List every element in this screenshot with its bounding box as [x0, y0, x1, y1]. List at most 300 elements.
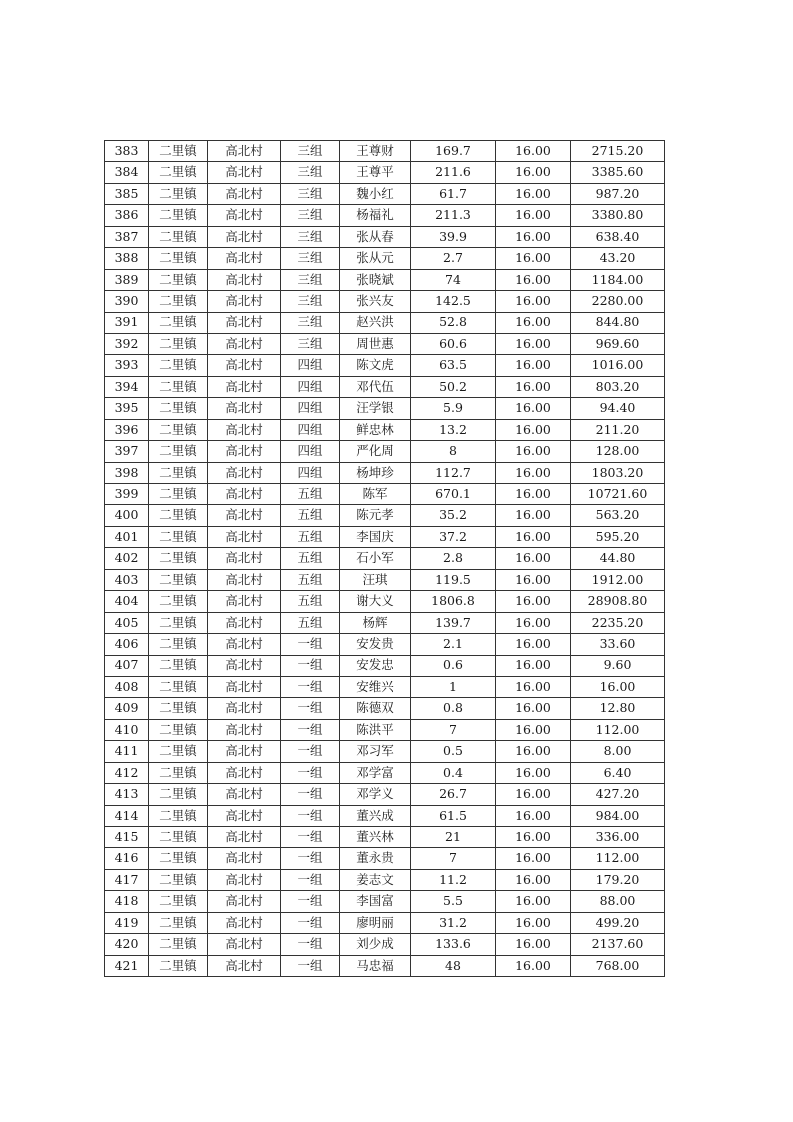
- village-cell: 高北村: [208, 762, 281, 783]
- town-cell: 二里镇: [149, 269, 208, 290]
- row-number-cell: 407: [105, 655, 149, 676]
- row-number-cell: 416: [105, 848, 149, 869]
- town-cell: 二里镇: [149, 398, 208, 419]
- village-cell: 高北村: [208, 784, 281, 805]
- area-cell: 670.1: [411, 484, 496, 505]
- village-cell: 高北村: [208, 312, 281, 333]
- town-cell: 二里镇: [149, 655, 208, 676]
- town-cell: 二里镇: [149, 827, 208, 848]
- area-cell: 0.8: [411, 698, 496, 719]
- village-cell: 高北村: [208, 484, 281, 505]
- area-cell: 13.2: [411, 419, 496, 440]
- group-cell: 三组: [281, 248, 340, 269]
- group-cell: 四组: [281, 376, 340, 397]
- name-cell: 鲜忠林: [340, 419, 411, 440]
- amount-cell: 803.20: [571, 376, 665, 397]
- group-cell: 三组: [281, 183, 340, 204]
- row-number-cell: 387: [105, 226, 149, 247]
- town-cell: 二里镇: [149, 205, 208, 226]
- amount-cell: 499.20: [571, 912, 665, 933]
- row-number-cell: 392: [105, 333, 149, 354]
- group-cell: 一组: [281, 891, 340, 912]
- amount-cell: 336.00: [571, 827, 665, 848]
- amount-cell: 969.60: [571, 333, 665, 354]
- amount-cell: 6.40: [571, 762, 665, 783]
- row-number-cell: 402: [105, 548, 149, 569]
- area-cell: 60.6: [411, 333, 496, 354]
- row-number-cell: 397: [105, 441, 149, 462]
- town-cell: 二里镇: [149, 141, 208, 162]
- table-row: [105, 205, 665, 226]
- row-number-cell: 415: [105, 827, 149, 848]
- name-cell: 陈元孝: [340, 505, 411, 526]
- table-row: [105, 269, 665, 290]
- area-cell: 50.2: [411, 376, 496, 397]
- group-cell: 四组: [281, 419, 340, 440]
- amount-cell: 2137.60: [571, 934, 665, 955]
- amount-cell: 33.60: [571, 634, 665, 655]
- village-cell: 高北村: [208, 398, 281, 419]
- name-cell: 廖明丽: [340, 912, 411, 933]
- table-row: [105, 376, 665, 397]
- name-cell: 赵兴洪: [340, 312, 411, 333]
- unit-price-cell: 16.00: [496, 333, 571, 354]
- unit-price-cell: 16.00: [496, 226, 571, 247]
- village-cell: 高北村: [208, 462, 281, 483]
- area-cell: 211.3: [411, 205, 496, 226]
- village-cell: 高北村: [208, 269, 281, 290]
- table-row: [105, 762, 665, 783]
- unit-price-cell: 16.00: [496, 591, 571, 612]
- unit-price-cell: 16.00: [496, 805, 571, 826]
- row-number-cell: 399: [105, 484, 149, 505]
- village-cell: 高北村: [208, 441, 281, 462]
- group-cell: 一组: [281, 698, 340, 719]
- village-cell: 高北村: [208, 741, 281, 762]
- name-cell: 张兴友: [340, 291, 411, 312]
- row-number-cell: 400: [105, 505, 149, 526]
- name-cell: 陈文虎: [340, 355, 411, 376]
- group-cell: 一组: [281, 762, 340, 783]
- village-cell: 高北村: [208, 569, 281, 590]
- amount-cell: 88.00: [571, 891, 665, 912]
- area-cell: 5.9: [411, 398, 496, 419]
- town-cell: 二里镇: [149, 526, 208, 547]
- area-cell: 74: [411, 269, 496, 290]
- town-cell: 二里镇: [149, 719, 208, 740]
- area-cell: 169.7: [411, 141, 496, 162]
- table-row: [105, 183, 665, 204]
- area-cell: 7: [411, 848, 496, 869]
- amount-cell: 768.00: [571, 955, 665, 976]
- amount-cell: 563.20: [571, 505, 665, 526]
- group-cell: 三组: [281, 312, 340, 333]
- row-number-cell: 391: [105, 312, 149, 333]
- unit-price-cell: 16.00: [496, 676, 571, 697]
- village-cell: 高北村: [208, 719, 281, 740]
- table-row: [105, 934, 665, 955]
- name-cell: 王尊财: [340, 141, 411, 162]
- row-number-cell: 417: [105, 869, 149, 890]
- amount-cell: 2280.00: [571, 291, 665, 312]
- row-number-cell: 401: [105, 526, 149, 547]
- group-cell: 一组: [281, 912, 340, 933]
- unit-price-cell: 16.00: [496, 291, 571, 312]
- name-cell: 陈德双: [340, 698, 411, 719]
- group-cell: 一组: [281, 848, 340, 869]
- table-row: [105, 655, 665, 676]
- name-cell: 张从元: [340, 248, 411, 269]
- amount-cell: 16.00: [571, 676, 665, 697]
- amount-cell: 10721.60: [571, 484, 665, 505]
- village-cell: 高北村: [208, 676, 281, 697]
- name-cell: 石小军: [340, 548, 411, 569]
- name-cell: 陈洪平: [340, 719, 411, 740]
- town-cell: 二里镇: [149, 484, 208, 505]
- amount-cell: 43.20: [571, 248, 665, 269]
- town-cell: 二里镇: [149, 569, 208, 590]
- table-row: [105, 505, 665, 526]
- amount-cell: 987.20: [571, 183, 665, 204]
- name-cell: 汪学银: [340, 398, 411, 419]
- town-cell: 二里镇: [149, 848, 208, 869]
- group-cell: 一组: [281, 634, 340, 655]
- town-cell: 二里镇: [149, 805, 208, 826]
- town-cell: 二里镇: [149, 762, 208, 783]
- area-cell: 8: [411, 441, 496, 462]
- table-row: [105, 312, 665, 333]
- town-cell: 二里镇: [149, 376, 208, 397]
- area-cell: 1806.8: [411, 591, 496, 612]
- area-cell: 35.2: [411, 505, 496, 526]
- town-cell: 二里镇: [149, 891, 208, 912]
- name-cell: 杨辉: [340, 612, 411, 633]
- area-cell: 61.5: [411, 805, 496, 826]
- row-number-cell: 385: [105, 183, 149, 204]
- table-row: [105, 827, 665, 848]
- amount-cell: 1016.00: [571, 355, 665, 376]
- unit-price-cell: 16.00: [496, 183, 571, 204]
- name-cell: 马忠福: [340, 955, 411, 976]
- table-row: [105, 162, 665, 183]
- row-number-cell: 396: [105, 419, 149, 440]
- name-cell: 董兴成: [340, 805, 411, 826]
- unit-price-cell: 16.00: [496, 741, 571, 762]
- table-row: [105, 569, 665, 590]
- group-cell: 一组: [281, 805, 340, 826]
- unit-price-cell: 16.00: [496, 419, 571, 440]
- name-cell: 陈军: [340, 484, 411, 505]
- town-cell: 二里镇: [149, 591, 208, 612]
- group-cell: 一组: [281, 741, 340, 762]
- town-cell: 二里镇: [149, 698, 208, 719]
- area-cell: 119.5: [411, 569, 496, 590]
- village-cell: 高北村: [208, 912, 281, 933]
- table-row: [105, 784, 665, 805]
- row-number-cell: 393: [105, 355, 149, 376]
- town-cell: 二里镇: [149, 934, 208, 955]
- row-number-cell: 388: [105, 248, 149, 269]
- area-cell: 37.2: [411, 526, 496, 547]
- village-cell: 高北村: [208, 848, 281, 869]
- name-cell: 邓代伍: [340, 376, 411, 397]
- table-row: [105, 141, 665, 162]
- village-cell: 高北村: [208, 141, 281, 162]
- name-cell: 安维兴: [340, 676, 411, 697]
- table-row: [105, 676, 665, 697]
- group-cell: 一组: [281, 955, 340, 976]
- village-cell: 高北村: [208, 591, 281, 612]
- table-row: [105, 741, 665, 762]
- village-cell: 高北村: [208, 333, 281, 354]
- amount-cell: 3380.80: [571, 205, 665, 226]
- amount-cell: 2235.20: [571, 612, 665, 633]
- amount-cell: 112.00: [571, 848, 665, 869]
- town-cell: 二里镇: [149, 248, 208, 269]
- group-cell: 四组: [281, 355, 340, 376]
- village-cell: 高北村: [208, 827, 281, 848]
- group-cell: 五组: [281, 591, 340, 612]
- table-row: [105, 526, 665, 547]
- group-cell: 三组: [281, 333, 340, 354]
- row-number-cell: 405: [105, 612, 149, 633]
- unit-price-cell: 16.00: [496, 848, 571, 869]
- group-cell: 四组: [281, 398, 340, 419]
- table-row: [105, 805, 665, 826]
- town-cell: 二里镇: [149, 784, 208, 805]
- unit-price-cell: 16.00: [496, 827, 571, 848]
- village-cell: 高北村: [208, 291, 281, 312]
- village-cell: 高北村: [208, 655, 281, 676]
- area-cell: 142.5: [411, 291, 496, 312]
- unit-price-cell: 16.00: [496, 569, 571, 590]
- table-row: [105, 462, 665, 483]
- unit-price-cell: 16.00: [496, 312, 571, 333]
- town-cell: 二里镇: [149, 162, 208, 183]
- name-cell: 杨福礼: [340, 205, 411, 226]
- amount-cell: 28908.80: [571, 591, 665, 612]
- table-row: [105, 634, 665, 655]
- area-cell: 0.6: [411, 655, 496, 676]
- group-cell: 五组: [281, 526, 340, 547]
- town-cell: 二里镇: [149, 612, 208, 633]
- table-row: [105, 419, 665, 440]
- area-cell: 139.7: [411, 612, 496, 633]
- area-cell: 2.1: [411, 634, 496, 655]
- town-cell: 二里镇: [149, 226, 208, 247]
- unit-price-cell: 16.00: [496, 376, 571, 397]
- row-number-cell: 410: [105, 719, 149, 740]
- unit-price-cell: 16.00: [496, 934, 571, 955]
- name-cell: 严化周: [340, 441, 411, 462]
- group-cell: 三组: [281, 291, 340, 312]
- unit-price-cell: 16.00: [496, 784, 571, 805]
- table-row: [105, 291, 665, 312]
- table-row: [105, 248, 665, 269]
- village-cell: 高北村: [208, 548, 281, 569]
- group-cell: 五组: [281, 548, 340, 569]
- row-number-cell: 413: [105, 784, 149, 805]
- unit-price-cell: 16.00: [496, 955, 571, 976]
- amount-cell: 9.60: [571, 655, 665, 676]
- name-cell: 邓习军: [340, 741, 411, 762]
- table-row: [105, 398, 665, 419]
- name-cell: 姜志文: [340, 869, 411, 890]
- town-cell: 二里镇: [149, 183, 208, 204]
- village-cell: 高北村: [208, 805, 281, 826]
- town-cell: 二里镇: [149, 548, 208, 569]
- unit-price-cell: 16.00: [496, 441, 571, 462]
- amount-cell: 1803.20: [571, 462, 665, 483]
- amount-cell: 984.00: [571, 805, 665, 826]
- group-cell: 一组: [281, 784, 340, 805]
- row-number-cell: 414: [105, 805, 149, 826]
- village-cell: 高北村: [208, 162, 281, 183]
- table-row: [105, 848, 665, 869]
- amount-cell: 844.80: [571, 312, 665, 333]
- area-cell: 0.4: [411, 762, 496, 783]
- unit-price-cell: 16.00: [496, 162, 571, 183]
- group-cell: 一组: [281, 827, 340, 848]
- amount-cell: 211.20: [571, 419, 665, 440]
- village-cell: 高北村: [208, 634, 281, 655]
- name-cell: 李国富: [340, 891, 411, 912]
- compensation-table: [104, 140, 665, 977]
- town-cell: 二里镇: [149, 355, 208, 376]
- area-cell: 5.5: [411, 891, 496, 912]
- town-cell: 二里镇: [149, 312, 208, 333]
- group-cell: 三组: [281, 226, 340, 247]
- unit-price-cell: 16.00: [496, 505, 571, 526]
- town-cell: 二里镇: [149, 869, 208, 890]
- amount-cell: 179.20: [571, 869, 665, 890]
- table-row: [105, 719, 665, 740]
- group-cell: 三组: [281, 205, 340, 226]
- town-cell: 二里镇: [149, 462, 208, 483]
- amount-cell: 3385.60: [571, 162, 665, 183]
- unit-price-cell: 16.00: [496, 869, 571, 890]
- name-cell: 谢大义: [340, 591, 411, 612]
- table-row: [105, 612, 665, 633]
- amount-cell: 12.80: [571, 698, 665, 719]
- group-cell: 一组: [281, 676, 340, 697]
- amount-cell: 112.00: [571, 719, 665, 740]
- unit-price-cell: 16.00: [496, 248, 571, 269]
- town-cell: 二里镇: [149, 741, 208, 762]
- town-cell: 二里镇: [149, 333, 208, 354]
- amount-cell: 1912.00: [571, 569, 665, 590]
- table-row: [105, 548, 665, 569]
- row-number-cell: 398: [105, 462, 149, 483]
- town-cell: 二里镇: [149, 419, 208, 440]
- unit-price-cell: 16.00: [496, 205, 571, 226]
- unit-price-cell: 16.00: [496, 398, 571, 419]
- unit-price-cell: 16.00: [496, 526, 571, 547]
- group-cell: 一组: [281, 655, 340, 676]
- area-cell: 211.6: [411, 162, 496, 183]
- row-number-cell: 384: [105, 162, 149, 183]
- name-cell: 李国庆: [340, 526, 411, 547]
- group-cell: 一组: [281, 719, 340, 740]
- area-cell: 26.7: [411, 784, 496, 805]
- area-cell: 0.5: [411, 741, 496, 762]
- name-cell: 汪琪: [340, 569, 411, 590]
- group-cell: 四组: [281, 462, 340, 483]
- village-cell: 高北村: [208, 355, 281, 376]
- area-cell: 11.2: [411, 869, 496, 890]
- name-cell: 王尊平: [340, 162, 411, 183]
- village-cell: 高北村: [208, 526, 281, 547]
- group-cell: 五组: [281, 505, 340, 526]
- name-cell: 邓学义: [340, 784, 411, 805]
- name-cell: 魏小红: [340, 183, 411, 204]
- name-cell: 安发忠: [340, 655, 411, 676]
- unit-price-cell: 16.00: [496, 484, 571, 505]
- unit-price-cell: 16.00: [496, 269, 571, 290]
- village-cell: 高北村: [208, 955, 281, 976]
- area-cell: 133.6: [411, 934, 496, 955]
- row-number-cell: 394: [105, 376, 149, 397]
- village-cell: 高北村: [208, 419, 281, 440]
- area-cell: 31.2: [411, 912, 496, 933]
- village-cell: 高北村: [208, 934, 281, 955]
- row-number-cell: 409: [105, 698, 149, 719]
- unit-price-cell: 16.00: [496, 612, 571, 633]
- village-cell: 高北村: [208, 891, 281, 912]
- unit-price-cell: 16.00: [496, 634, 571, 655]
- town-cell: 二里镇: [149, 912, 208, 933]
- row-number-cell: 420: [105, 934, 149, 955]
- village-cell: 高北村: [208, 183, 281, 204]
- area-cell: 61.7: [411, 183, 496, 204]
- table-row: [105, 891, 665, 912]
- town-cell: 二里镇: [149, 291, 208, 312]
- group-cell: 三组: [281, 269, 340, 290]
- area-cell: 1: [411, 676, 496, 697]
- area-cell: 39.9: [411, 226, 496, 247]
- amount-cell: 94.40: [571, 398, 665, 419]
- table-row: [105, 484, 665, 505]
- name-cell: 张从春: [340, 226, 411, 247]
- table-row: [105, 355, 665, 376]
- amount-cell: 595.20: [571, 526, 665, 547]
- row-number-cell: 395: [105, 398, 149, 419]
- table-row: [105, 912, 665, 933]
- town-cell: 二里镇: [149, 955, 208, 976]
- row-number-cell: 411: [105, 741, 149, 762]
- row-number-cell: 390: [105, 291, 149, 312]
- row-number-cell: 389: [105, 269, 149, 290]
- group-cell: 四组: [281, 441, 340, 462]
- area-cell: 2.7: [411, 248, 496, 269]
- area-cell: 21: [411, 827, 496, 848]
- name-cell: 周世惠: [340, 333, 411, 354]
- row-number-cell: 419: [105, 912, 149, 933]
- name-cell: 张晓斌: [340, 269, 411, 290]
- amount-cell: 638.40: [571, 226, 665, 247]
- village-cell: 高北村: [208, 248, 281, 269]
- name-cell: 安发贵: [340, 634, 411, 655]
- group-cell: 五组: [281, 569, 340, 590]
- row-number-cell: 383: [105, 141, 149, 162]
- group-cell: 一组: [281, 869, 340, 890]
- amount-cell: 8.00: [571, 741, 665, 762]
- unit-price-cell: 16.00: [496, 655, 571, 676]
- unit-price-cell: 16.00: [496, 762, 571, 783]
- unit-price-cell: 16.00: [496, 548, 571, 569]
- unit-price-cell: 16.00: [496, 462, 571, 483]
- unit-price-cell: 16.00: [496, 891, 571, 912]
